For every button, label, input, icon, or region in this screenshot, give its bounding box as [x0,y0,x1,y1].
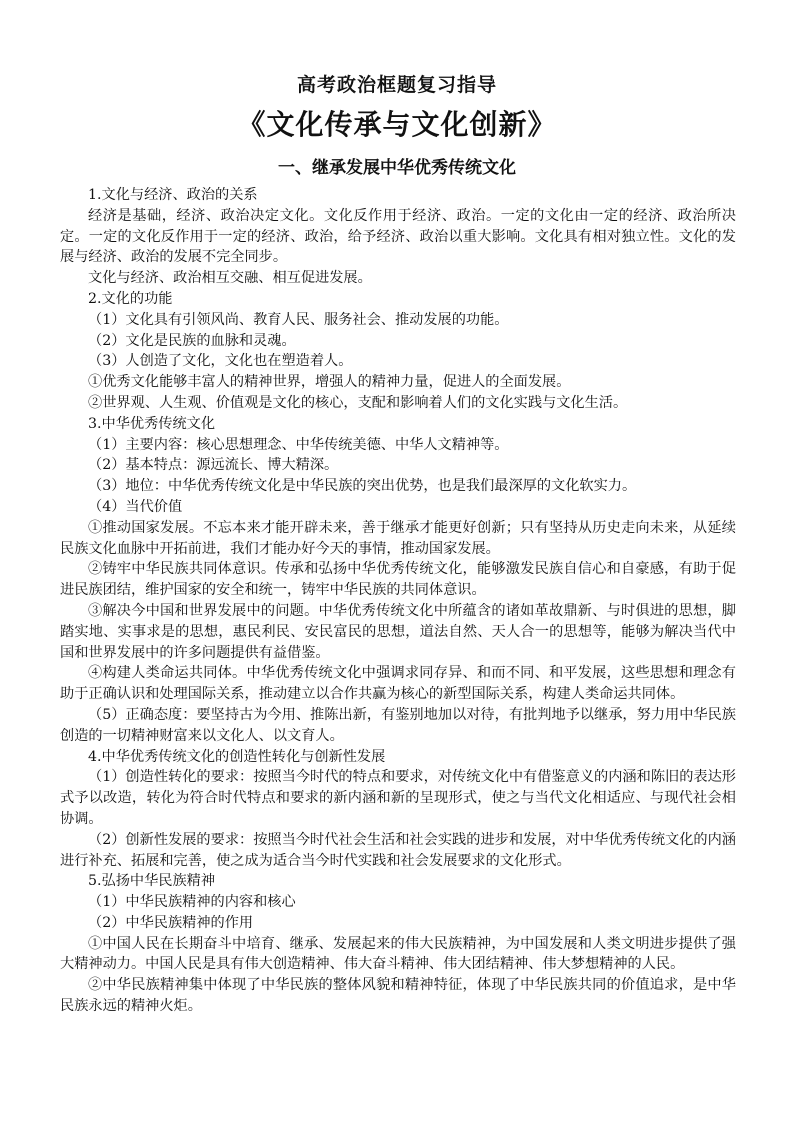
paragraph: ②世界观、人生观、价值观是文化的核心，支配和影响着人们的文化实践与文化生活。 [88,394,628,411]
paragraph: ①推动国家发展。不忘本来才能开辟未来，善于继承才能更好创新；只有坚持从历史走向未来，从延续民族文化血脉中开拓前进，我们才能办好今天的事情，推动国家发展。 [60,519,736,557]
paragraph: （2）基本特点：源远流长、博大精深。 [88,457,339,474]
paragraph: ④构建人类命运共同体。中华优秀传统文化中强调求同存异、和而不同、和平发展，这些思想和理念有助于正确认识和处理国际关系，推动建立以合作共赢为核心的新型国际关系，构建人类命运共同体。 [60,665,736,703]
paragraph: 5.弘扬中华民族精神 [88,873,216,890]
paragraph: （1）创造性转化的要求：按照当今时代的特点和要求，对传统文化中有借鉴意义的内涵和陈旧的表达形式予以改造，转化为符合时代特点和要求的新内涵和新的呈现形式，使之与当代文化相适应、与现代社会相协调。 [60,769,736,827]
paragraph: （3）地位：中华优秀传统文化是中华民族的突出优势，也是我们最深厚的文化软实力。 [88,478,637,495]
paragraph: （2）文化是民族的血脉和灵魂。 [88,332,296,349]
paragraph: 文化与经济、政治相互交融、相互促进发展。 [88,270,372,287]
paragraph: 经济是基础，经济、政治决定文化。文化反作用于经济、政治。一定的文化由一定的经济、政治所决定。一定的文化反作用于一定的经济、政治，给予经济、政治以重大影响。文化具有相对独立性。文化的发展与经济、政治的发展不完全同步。 [60,207,736,266]
paragraph: ②中华民族精神集中体现了中华民族的整体风貌和精神特征，体现了中华民族共同的价值追求，是中华民族永远的精神火炬。 [60,977,736,1015]
paragraph: 2.文化的功能 [88,290,173,307]
paragraph: ③解决今中国和世界发展中的问题。中华优秀传统文化中所蕴含的诸如革故鼎新、与时俱进的思想，脚踏实地、实事求是的思想，惠民利民、安民富民的思想，道法自然、天人合一的思想等，能够为解决当代中国和世界发展中的许多问题提供有益借鉴。 [60,602,736,661]
document-subtitle: 《文化传承与文化创新》 [237,108,557,141]
paragraph: 1.文化与经济、政治的关系 [88,187,258,203]
section-heading: 一、继承发展中华优秀传统文化 [278,158,516,178]
paragraph: （3）人创造了文化，文化也在塑造着人。 [88,353,353,370]
paragraph: （2）中华民族精神的作用 [88,914,254,931]
paragraph: 3.中华优秀传统文化 [88,415,216,432]
paragraph: （1）主要内容：核心思想理念、中华传统美德、中华人文精神等。 [88,436,509,453]
paragraph: （5）正确态度：要坚持古为今用、推陈出新，有鉴别地加以对待，有批判地予以继承，努力用中华民族创造的一切精神财富来以文化人、以文育人。 [60,706,736,744]
paragraph: （4）当代价值 [88,498,183,515]
paragraph: （2）创新性发展的要求：按照当今时代社会生活和社会实践的进步和发展，对中华优秀传统文化的内涵进行补充、拓展和完善，使之成为适合当今时代实践和社会发展要求的文化形式。 [60,831,736,869]
paragraph: （1）中华民族精神的内容和核心 [88,894,296,911]
paragraph: ②铸牢中华民族共同体意识。传承和弘扬中华优秀传统文化，能够激发民族自信心和自豪感，有助于促进民族团结，维护国家的安全和统一，铸牢中华民族的共同体意识。 [60,561,736,599]
document-title: 高考政治框题复习指导 [296,74,497,96]
paragraph: ①优秀文化能够丰富人的精神世界，增强人的精神力量，促进人的全面发展。 [88,374,571,391]
paragraph: ①中国人民在长期奋斗中培育、继承、发展起来的伟大民族精神，为中国发展和人类文明进步提供了强大精神动力。中国人民是具有伟大创造精神、伟大奋斗精神、伟大团结精神、伟大梦想精神的人民。 [60,935,736,973]
document-body [60,185,736,1017]
paragraph: 4.中华优秀传统文化的创造性转化与创新性发展 [88,748,386,765]
paragraph: （1）文化具有引领风尚、教育人民、服务社会、推动发展的功能。 [88,311,509,328]
